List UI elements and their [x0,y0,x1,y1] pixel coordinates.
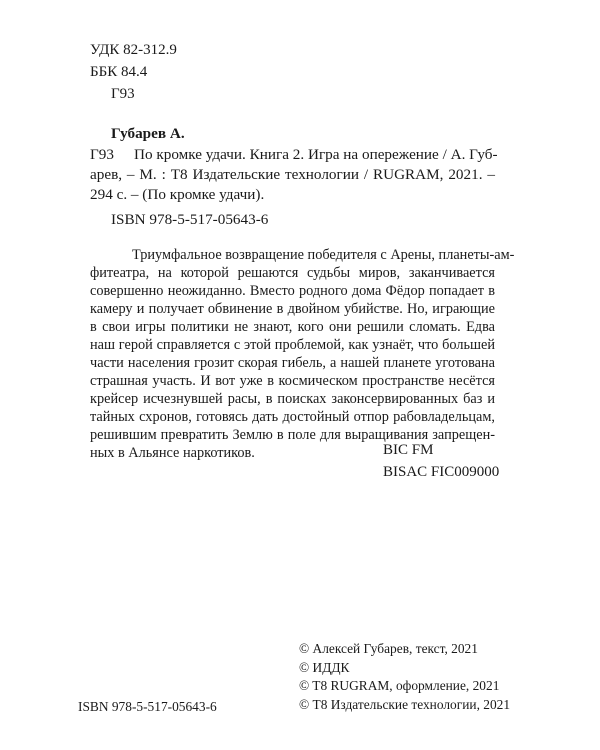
annotation-line: крейсер исчезнувшей расы, в поисках законсервированных баз и [90,391,495,407]
copyright-line: © Т8 Издательские технологии, 2021 [299,696,511,712]
annotation-line: в свои игры политики не знают, кого они решили сломать. Едва [90,319,495,335]
bic-code: BIC FM [383,442,434,458]
bib-line: арев, – М. : Т8 Издательские технологии / RUGRAM, 2021. – [90,166,495,183]
annotation-line: решившим превратить Землю в поле для выращивания запрещен- [90,427,495,443]
bisac-code: BISAC FIC009000 [383,464,500,480]
annotation-line: ных в Альянсе наркотиков. [90,445,255,461]
annotation-line: Триумфальное возвращение победителя с Арены, планеты-ам- [132,247,515,263]
annotation-line: совершенно неожиданно. Вместо родного дома Фёдор попадает в [90,283,495,299]
annotation-line: фитеатра, на которой решаются судьбы миров, заканчивается [90,265,495,281]
bib-line: По кромке удачи. Книга 2. Игра на опережение / А. Губ- [134,146,498,163]
annotation-line: части населения грозит скорая гибель, а нашей планете уготована [90,355,495,371]
bib-author-mark: Г93 [90,146,114,163]
author-name: Губарев А. [111,125,185,142]
copyright-line: © ИДДК [299,659,350,675]
annotation [90,246,515,462]
annotation-line: тайных схронов, готовясь дать достойный отпор рабовладельцам, [90,409,495,425]
isbn-header: ISBN 978-5-517-05643-6 [111,211,269,228]
annotation-line: наш герой справляется с этой проблемой, как узнаёт, что большей [90,337,495,353]
isbn-footer: ISBN 978-5-517-05643-6 [78,699,217,714]
bibliographic-description [90,145,498,205]
annotation-line: страшная участь. И вот уже в космическом пространстве несётся [90,373,495,389]
author-mark: Г93 [111,86,135,102]
copyright-line: © Алексей Губарев, текст, 2021 [299,641,478,656]
annotation-line: камеру и получает обвинение в двойном убийстве. Но, играющие [90,301,495,317]
copyright-line: © T8 RUGRAM, оформление, 2021 [299,678,500,693]
copyright-block [299,640,510,714]
bbk-code: ББК 84.4 [90,64,148,80]
udk-code: УДК 82-312.9 [90,42,177,58]
bib-line: 294 с. – (По кромке удачи). [90,186,265,203]
